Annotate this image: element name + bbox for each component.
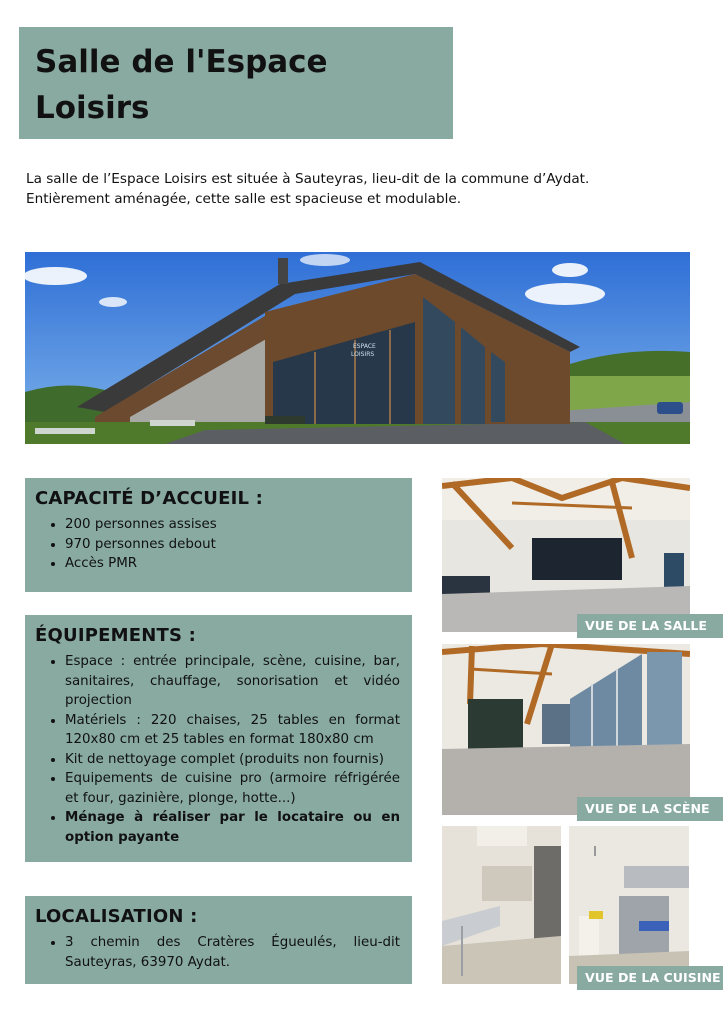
list-item: • Kit de nettoyage complet (produits non fournis) <box>65 750 400 770</box>
localisation-title: LOCALISATION : <box>35 906 198 927</box>
list-item: • Accès PMR <box>65 554 400 574</box>
list-item: • 3 chemin des Cratères Égueulés, lieu-dit Sauteyras, 63970 Aydat. <box>65 933 400 972</box>
intro-text <box>26 169 666 209</box>
stage-interior-photo <box>442 644 690 815</box>
capacite-title: CAPACITÉ D’ACCUEIL : <box>35 488 264 509</box>
sign-text-1: ESPACE <box>353 343 376 350</box>
localisation-list <box>35 933 400 972</box>
page-title: Salle de l'Espace Loisirs <box>35 44 328 126</box>
caption-scene: VUE DE LA SCÈNE <box>577 797 723 821</box>
intro-line-1: La salle de l’Espace Loisirs est située à Sauteyras, lieu-dit de la commune d’Aydat. <box>26 171 590 187</box>
list-item: • Ménage à réaliser par le locataire ou en option payante <box>65 808 400 847</box>
equipements-panel <box>25 615 412 862</box>
sign-text-2: LOISIRS <box>351 351 375 358</box>
list-item: • Matériels : 220 chaises, 25 tables en format 120x80 cm et 25 tables en format 180x80 cm <box>65 711 400 750</box>
list-item: • 200 personnes assises <box>65 515 400 535</box>
localisation-panel <box>25 896 412 984</box>
hall-interior-photo <box>442 478 690 632</box>
list-item: • Equipements de cuisine pro (armoire réfrigérée et four, gazinière, plonge, hotte...) <box>65 769 400 808</box>
equipements-title: ÉQUIPEMENTS : <box>35 625 196 646</box>
title-box <box>19 27 453 139</box>
equipements-list <box>35 652 400 847</box>
intro-line-2: Entièrement aménagée, cette salle est spacieuse et modulable. <box>26 191 462 207</box>
caption-salle: VUE DE LA SALLE <box>577 614 723 638</box>
caption-cuisine: VUE DE LA CUISINE <box>577 966 723 990</box>
kitchen-photo-1 <box>442 826 561 984</box>
list-item: • Espace : entrée principale, scène, cuisine, bar, sanitaires, chauffage, sonorisation et vidéo projection <box>65 652 400 711</box>
capacite-panel <box>25 478 412 592</box>
building-exterior-photo <box>25 252 690 444</box>
kitchen-photo-2 <box>569 826 689 984</box>
list-item: • 970 personnes debout <box>65 535 400 555</box>
capacite-list <box>35 515 400 574</box>
